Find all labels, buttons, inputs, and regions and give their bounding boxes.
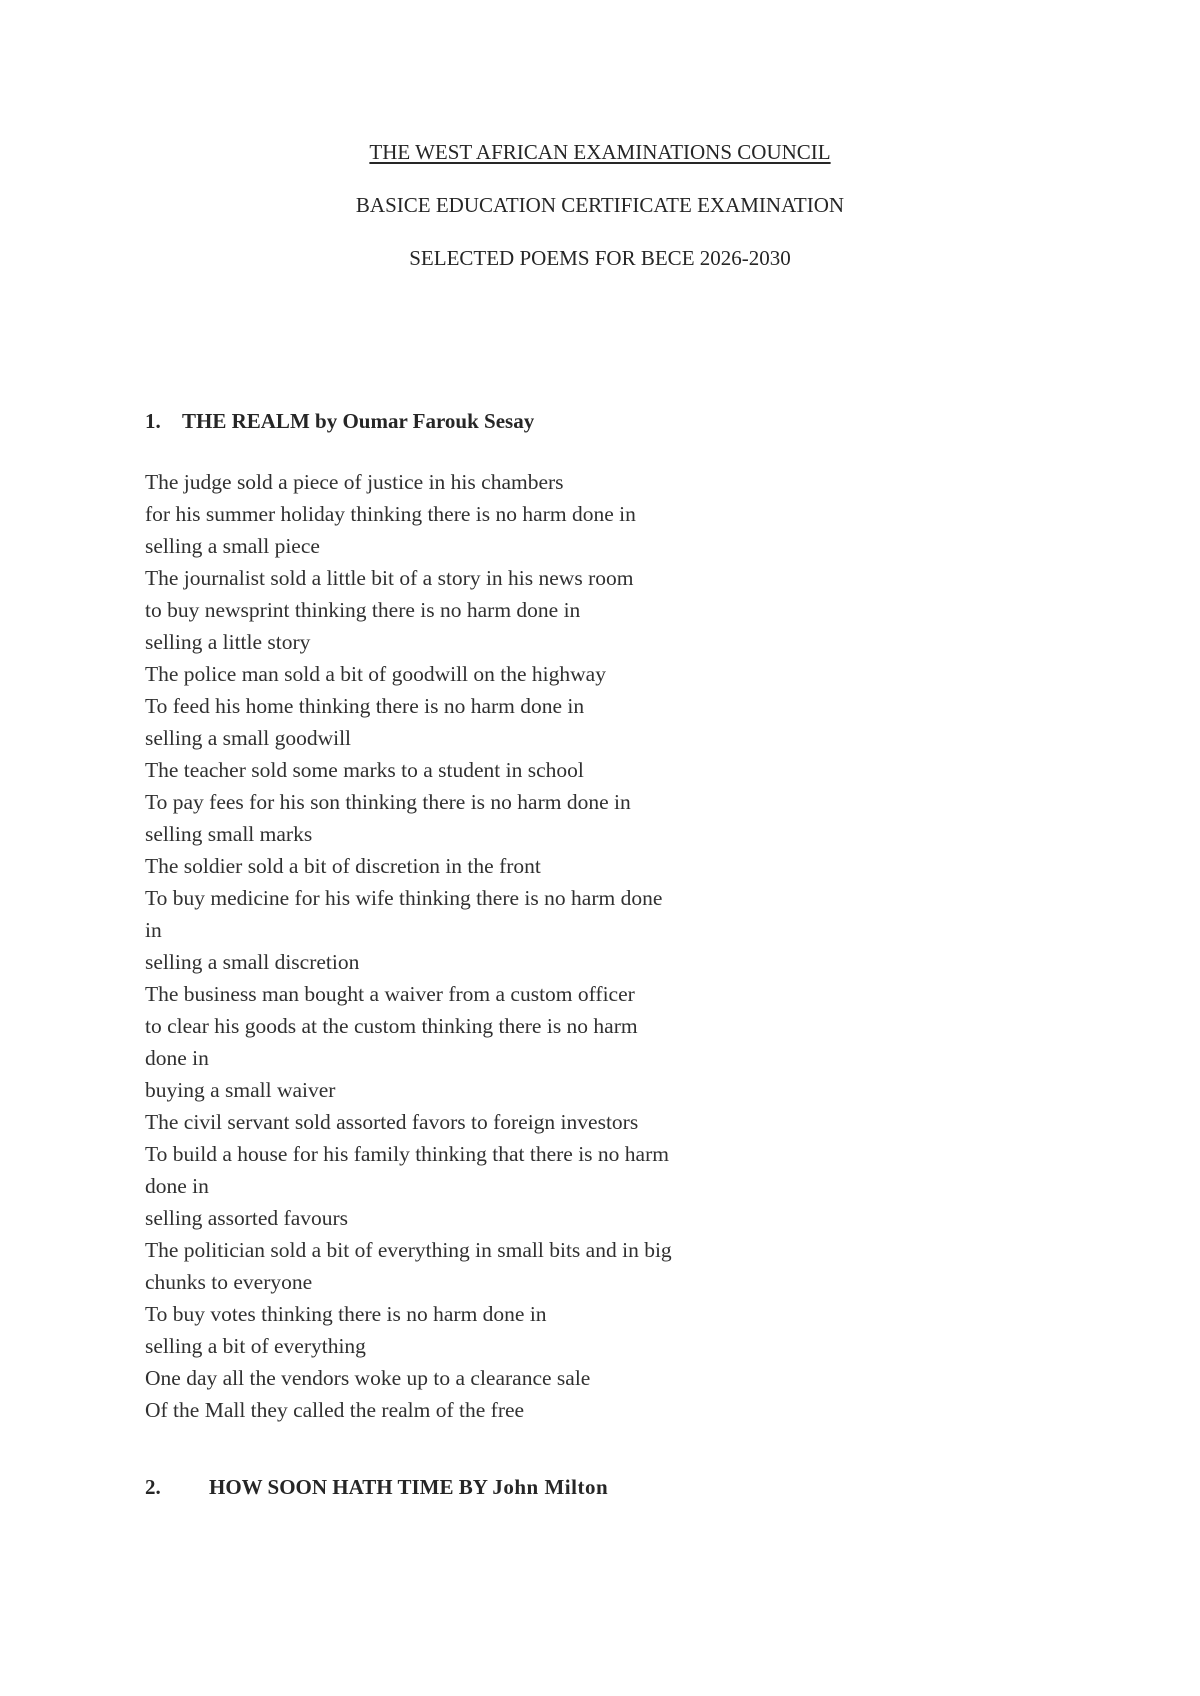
poem-line: selling a bit of everything <box>145 1334 366 1358</box>
poem-line: The police man sold a bit of goodwill on the highway <box>145 662 606 686</box>
poem-line: One day all the vendors woke up to a clearance sale <box>145 1366 591 1390</box>
document-header <box>0 138 1200 297</box>
poem-line: done in <box>145 1046 209 1070</box>
poem-heading <box>145 407 534 435</box>
poem-line: The civil servant sold assorted favors to foreign investors <box>145 1110 639 1134</box>
poem-line: The teacher sold some marks to a student in school <box>145 758 584 782</box>
poem-line: The journalist sold a little bit of a story in his news room <box>145 566 634 590</box>
poem-line: to clear his goods at the custom thinking there is no harm <box>145 1014 638 1038</box>
poem-author: John Milton <box>492 1475 609 1499</box>
poem-line: selling a small discretion <box>145 950 360 974</box>
poem-title: HOW SOON HATH TIME BY <box>209 1475 488 1499</box>
poem-line: The soldier sold a bit of discretion in the front <box>145 854 541 878</box>
poem-line: chunks to everyone <box>145 1270 313 1294</box>
poem-body <box>145 466 765 1426</box>
poem-line: The judge sold a piece of justice in his chambers <box>145 470 564 494</box>
poem-line: To build a house for his family thinking that there is no harm <box>145 1142 669 1166</box>
poem-line: To pay fees for his son thinking there is no harm done in <box>145 790 631 814</box>
poem-line: To buy votes thinking there is no harm done in <box>145 1302 547 1326</box>
exam-title: BASICE EDUCATION CERTIFICATE EXAMINATION <box>355 193 845 217</box>
selection-title: SELECTED POEMS FOR BECE 2026-2030 <box>409 246 791 270</box>
poem-line: selling assorted favours <box>145 1206 349 1230</box>
poem-line: to buy newsprint thinking there is no harm done in <box>145 598 581 622</box>
poem-line: done in <box>145 1174 209 1198</box>
poem-line: The politician sold a bit of everything in small bits and in big <box>145 1238 672 1262</box>
poem-line: in <box>145 918 162 942</box>
poem-line: The business man bought a waiver from a custom officer <box>145 982 635 1006</box>
poem-line: To feed his home thinking there is no harm done in <box>145 694 585 718</box>
poem-heading <box>145 1473 608 1501</box>
poem-number: 2. <box>145 1475 161 1499</box>
poem-line: To buy medicine for his wife thinking there is no harm done <box>145 886 663 910</box>
council-title: THE WEST AFRICAN EXAMINATIONS COUNCIL <box>369 140 831 164</box>
poem-line: for his summer holiday thinking there is no harm done in <box>145 502 636 526</box>
poem-number: 1. <box>145 409 161 433</box>
poem-line: selling small marks <box>145 822 313 846</box>
poem-line: Of the Mall they called the realm of the free <box>145 1398 525 1422</box>
poem-title: THE REALM by Oumar Farouk Sesay <box>182 409 535 433</box>
poem-line: selling a small goodwill <box>145 726 352 750</box>
poem-line: selling a little story <box>145 630 311 654</box>
poem-line: selling a small piece <box>145 534 320 558</box>
poem-line: buying a small waiver <box>145 1078 336 1102</box>
